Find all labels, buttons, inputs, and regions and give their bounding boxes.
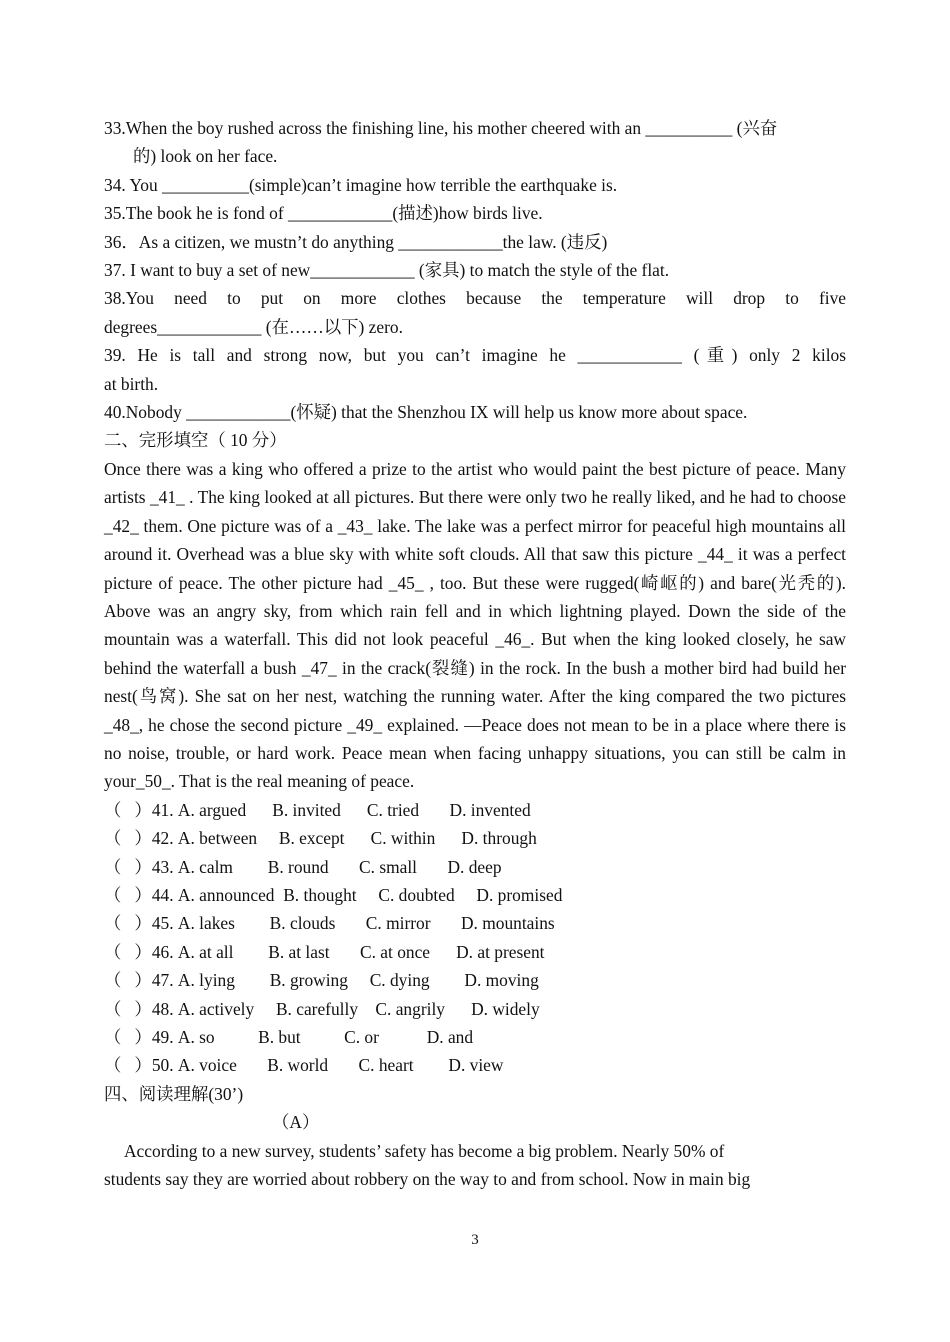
question-38-line-1: 38.You need to put on more clothes because the temperature will drop to five bbox=[104, 288, 846, 309]
reading-heading: 四、阅读理解(30’) bbox=[104, 1083, 244, 1104]
option-row-41: （ ）41. A. argued B. invited C. tried D. invented bbox=[104, 799, 531, 820]
option-row-49: （ ）49. A. so B. but C. or D. and bbox=[104, 1027, 474, 1047]
question-39-line-1: 39. He is tall and strong now, but you can’t imagine he ____________ (重) only 2 kilos bbox=[104, 345, 846, 366]
option-row-47: （ ）47. A. lying B. growing C. dying D. moving bbox=[104, 970, 539, 991]
question-35: 35.The book he is fond of ____________(描述)how birds live. bbox=[104, 203, 543, 224]
page-number: 3 bbox=[471, 1232, 479, 1248]
cloze-passage: Once there was a king who offered a prize to the artist who would paint the best picture of peace. Many artists _41_ . The king looked at all pictures. But there were only two he really liked, and he had to choose _42_ them. One picture was of a _43_ lake. The lake was a perfect mirror for peaceful high mountains all around it. Overhead was a blue sky with white soft clouds. All that saw this picture _44_ it was a perfect picture of peace. The other picture had _45_ , too. But these were rugged(崎岖的) and bare(光秃的). Above was an angry sky, from which rain fell and in which lightning played. Down the side of the mountain was a waterfall. This did not look peaceful _46_. But when the king looked closely, he saw behind the waterfall a bush _47_ in the crack(裂缝) in the rock. In the bush a mother bird had build her nest(鸟窝). She sat on her nest, watching the running water. After the king compared the two pictures _48_, he chose the second picture _49_ explained. —Peace does not mean to be in a place where there is no noise, trouble, or hard work. Peace mean when facing unhappy situations, you can still be calm in your_50_. That is the real meaning of peace. bbox=[104, 458, 846, 792]
document-page bbox=[104, 114, 846, 1193]
question-33-line-2: 的) look on her face. bbox=[133, 146, 278, 167]
reading-line-2: students say they are worried about robbery on the way to and from school. Now in main big bbox=[104, 1169, 751, 1190]
question-38-line-2: degrees____________ (在……以下) zero. bbox=[104, 316, 403, 337]
option-row-42: （ ）42. A. between B. except C. within D. through bbox=[104, 828, 537, 849]
reading-line-1: According to a new survey, students’ safety has become a big problem. Nearly 50% of bbox=[124, 1140, 725, 1161]
reading-section-label: （A） bbox=[272, 1112, 320, 1133]
cloze-options bbox=[104, 796, 846, 1080]
question-36: 36．As a citizen, we mustn’t do anything ____________the law. (违反) bbox=[104, 231, 608, 252]
cloze-heading: 二、完形填空（ 10 分） bbox=[104, 430, 287, 451]
option-row-46: （ ）46. A. at all B. at last C. at once D. at present bbox=[104, 941, 545, 962]
option-row-48: （ ）48. A. actively B. carefully C. angrily D. widely bbox=[104, 998, 540, 1019]
question-39-line-2: at birth. bbox=[104, 373, 159, 394]
question-40: 40.Nobody ____________(怀疑) that the Shenzhou IX will help us know more about space. bbox=[104, 402, 748, 423]
option-row-50: （ ）50. A. voice B. world C. heart D. view bbox=[104, 1055, 504, 1076]
option-row-43: （ ）43. A. calm B. round C. small D. deep bbox=[104, 856, 502, 877]
question-33-line-1: 33.When the boy rushed across the finishing line, his mother cheered with an __________ (兴奋 bbox=[104, 118, 778, 138]
question-34: 34. You __________(simple)can’t imagine how terrible the earthquake is. bbox=[104, 174, 618, 195]
question-37: 37. I want to buy a set of new____________ (家具) to match the style of the flat. bbox=[104, 260, 670, 281]
option-row-45: （ ）45. A. lakes B. clouds C. mirror D. mountains bbox=[104, 913, 555, 934]
option-row-44: （ ）44. A. announced B. thought C. doubted D. promised bbox=[104, 884, 563, 905]
